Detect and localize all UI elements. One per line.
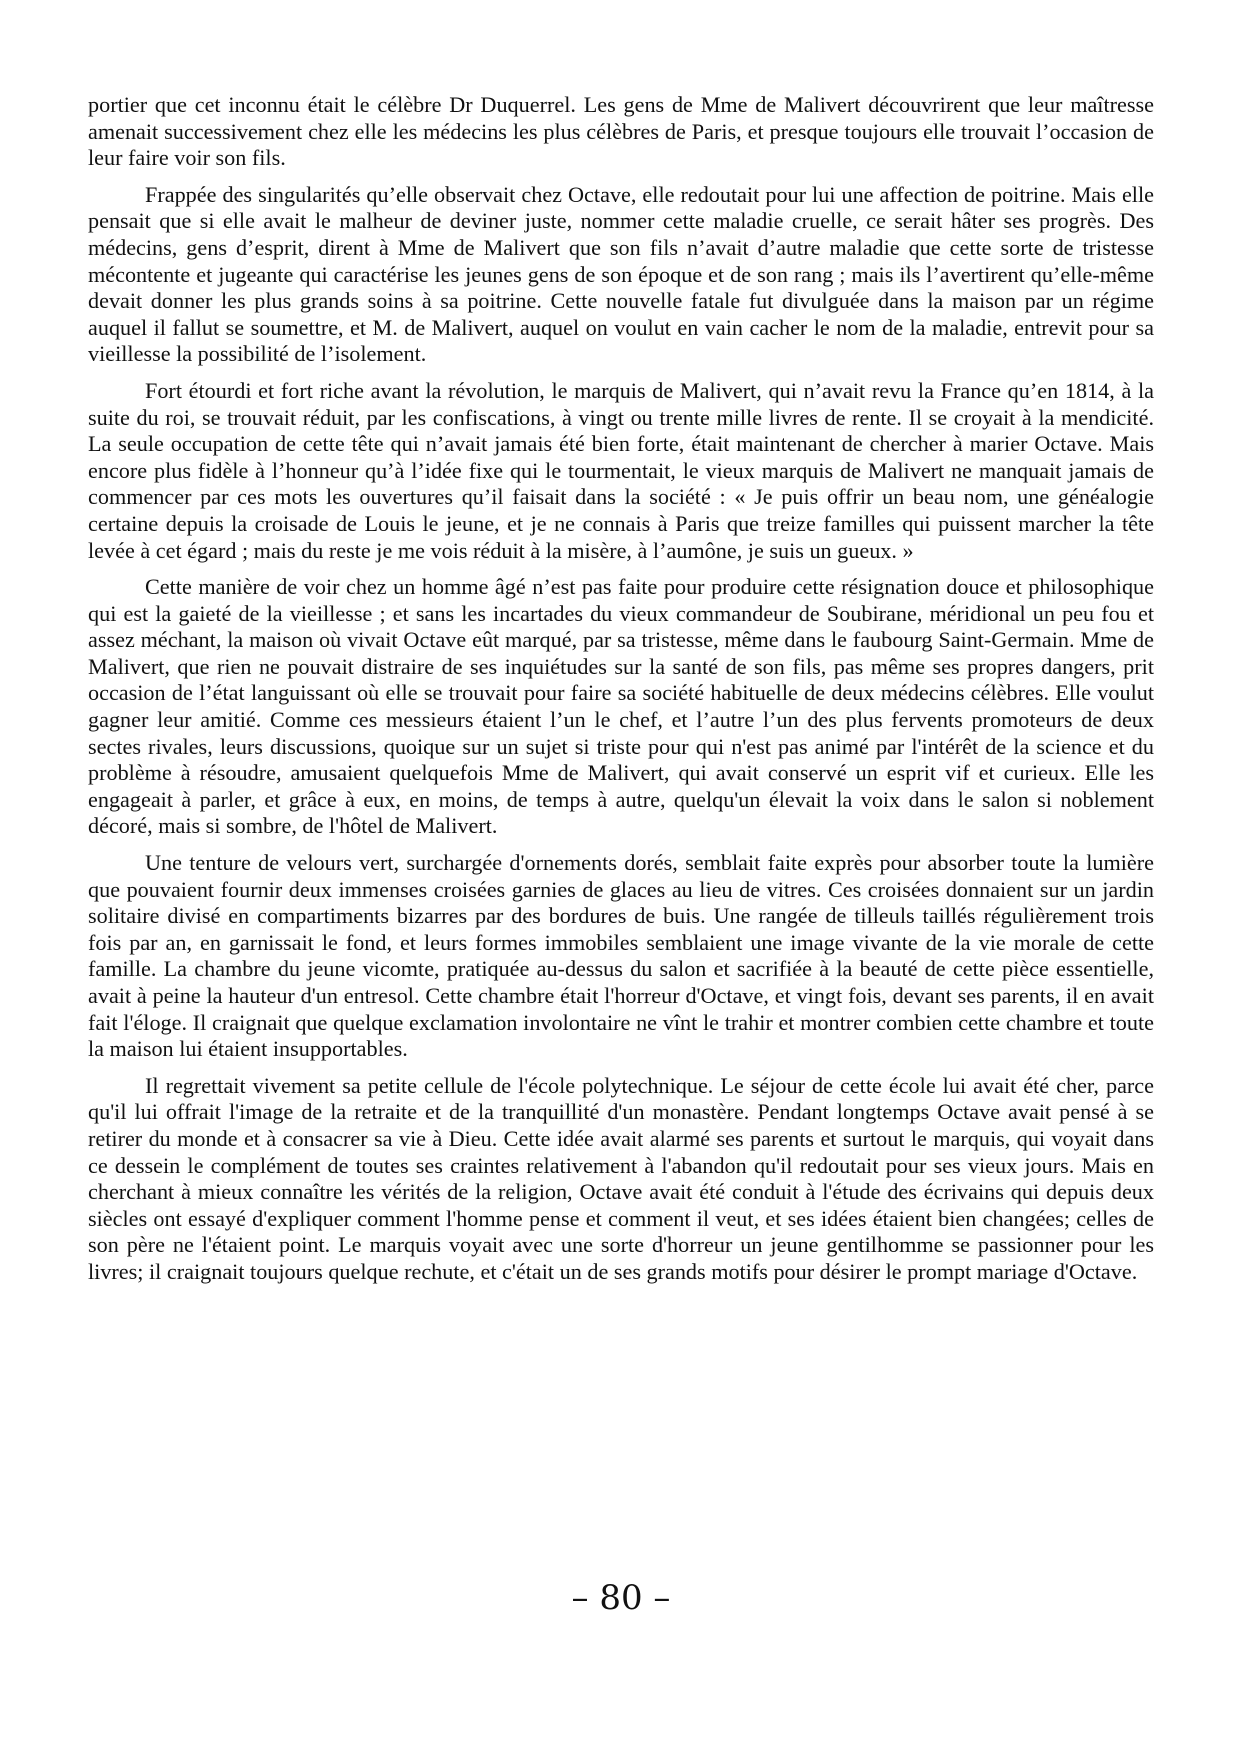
paragraph-5: Une tenture de velours vert, surchargée d'ornements dorés, semblait faite exprès pour absorber toute la lumière que pouvaient fournir deux immenses croisées garnies de glaces au lieu de vitres. Ces croisées donnaient sur un jardin solitaire divisé en compartiments bizarres par des bordures de buis. Une rangée de tilleuls taillés régulièrement trois fois par an, en garnissait le fond, et leurs formes immobiles semblaient une image vivante de la vie morale de cette famille. La chambre du jeune vicomte, pratiquée au-dessus du salon et sacrifiée à la beauté de cette pièce essentielle, avait à peine la hauteur d'un entresol. Cette chambre était l'horreur d'Octave, et vingt fois, devant ses parents, il en avait fait l'éloge. Il craignait que quelque exclamation involontaire ne vînt le trahir et montrer combien cette chambre et toute la maison lui étaient insupportables. xyxy=(88,850,1154,1062)
paragraph-3: Fort étourdi et fort riche avant la révolution, le marquis de Malivert, qui n’avait revu la France qu’en 1814, à la suite du roi, se trouvait réduit, par les confiscations, à vingt ou trente mille livres de rente. Il se croyait à la mendicité. La seule occupation de cette tête qui n’avait jamais été bien forte, était maintenant de chercher à marier Octave. Mais encore plus fidèle à l’honneur qu’à l’idée fixe qui le tourmentait, le vieux marquis de Malivert ne manquait jamais de commencer par ces mots les ouvertures qu’il faisait dans la société : « Je puis offrir un beau nom, une généalogie certaine depuis la croisade de Louis le jeune, et je ne connais à Paris que treize familles qui puissent marcher la tête levée à cet égard ; mais du reste je me vois réduit à la misère, à l’aumône, je suis un gueux. » xyxy=(88,377,1154,563)
page-body xyxy=(88,92,1154,1296)
paragraph-2: Frappée des singularités qu’elle observait chez Octave, elle redoutait pour lui une affection de poitrine. Mais elle pensait que si elle avait le malheur de deviner juste, nommer cette maladie cruelle, ce serait hâter ses progrès. Des médecins, gens d’esprit, dirent à Mme de Malivert que son fils n’avait d’autre maladie que cette sorte de tristesse mécontente et jugeante qui caractérise les jeunes gens de son époque et de son rang ; mais ils l’avertirent qu’elle-même devait donner les plus grands soins à sa poitrine. Cette nouvelle fatale fut divulguée dans la maison par un régime auquel il fallut se soumettre, et M. de Malivert, auquel on voulut en vain cacher le nom de la maladie, entrevit pour sa vieillesse la possibilité de l’isolement. xyxy=(88,181,1154,367)
paragraph-6: Il regrettait vivement sa petite cellule de l'école polytechnique. Le séjour de cette école lui avait été cher, parce qu'il lui offrait l'image de la retraite et de la tranquillité d'un monastère. Pendant longtemps Octave avait pensé à se retirer du monde et à consacrer sa vie à Dieu. Cette idée avait alarmé ses parents et surtout le marquis, qui voyait dans ce dessein le complément de toutes ses craintes relativement à l'abandon qu'il redoutait pour ses vieux jours. Mais en cherchant à mieux connaître les vérités de la religion, Octave avait été conduit à l'étude des écrivains qui depuis deux siècles ont essayé d'expliquer comment l'homme pense et comment il veut, et ses idées étaient bien changées; celles de son père ne l'étaient point. Le marquis voyait avec une sorte d'horreur un jeune gentilhomme se passionner pour les livres; il craignait toujours quelque rechute, et c'était un de ses grands motifs pour désirer le prompt mariage d'Octave. xyxy=(88,1072,1154,1284)
page-number: – 80 – xyxy=(571,1578,671,1618)
paragraph-1: portier que cet inconnu était le célèbre Dr Duquerrel. Les gens de Mme de Malivert découvrirent que leur maîtresse amenait successivement chez elle les médecins les plus célèbres de Paris, et presque toujours elle trouvait l’occasion de leur faire voir son fils. xyxy=(88,92,1154,171)
paragraph-4: Cette manière de voir chez un homme âgé n’est pas faite pour produire cette résignation douce et philosophique qui est la gaieté de la vieillesse ; et sans les incartades du vieux commandeur de Soubirane, méridional un peu fou et assez méchant, la maison où vivait Octave eût marqué, par sa tristesse, même dans le faubourg Saint-Germain. Mme de Malivert, que rien ne pouvait distraire de ses inquiétudes sur la santé de son fils, pas même ses propres dangers, prit occasion de l’état languissant où elle se trouvait pour faire sa société habituelle de deux médecins célèbres. Elle voulut gagner leur amitié. Comme ces messieurs étaient l’un le chef, et l’autre l’un des plus fervents promoteurs de deux sectes rivales, leurs discussions, quoique sur un sujet si triste pour qui n'est pas animé par l'intérêt de la science et du problème à résoudre, amusaient quelquefois Mme de Malivert, qui avait conservé un esprit vif et curieux. Elle les engageait à parler, et grâce à eux, en moins, de temps à autre, quelqu'un élevait la voix dans le salon si noblement décoré, mais si sombre, de l'hôtel de Malivert. xyxy=(88,574,1154,839)
